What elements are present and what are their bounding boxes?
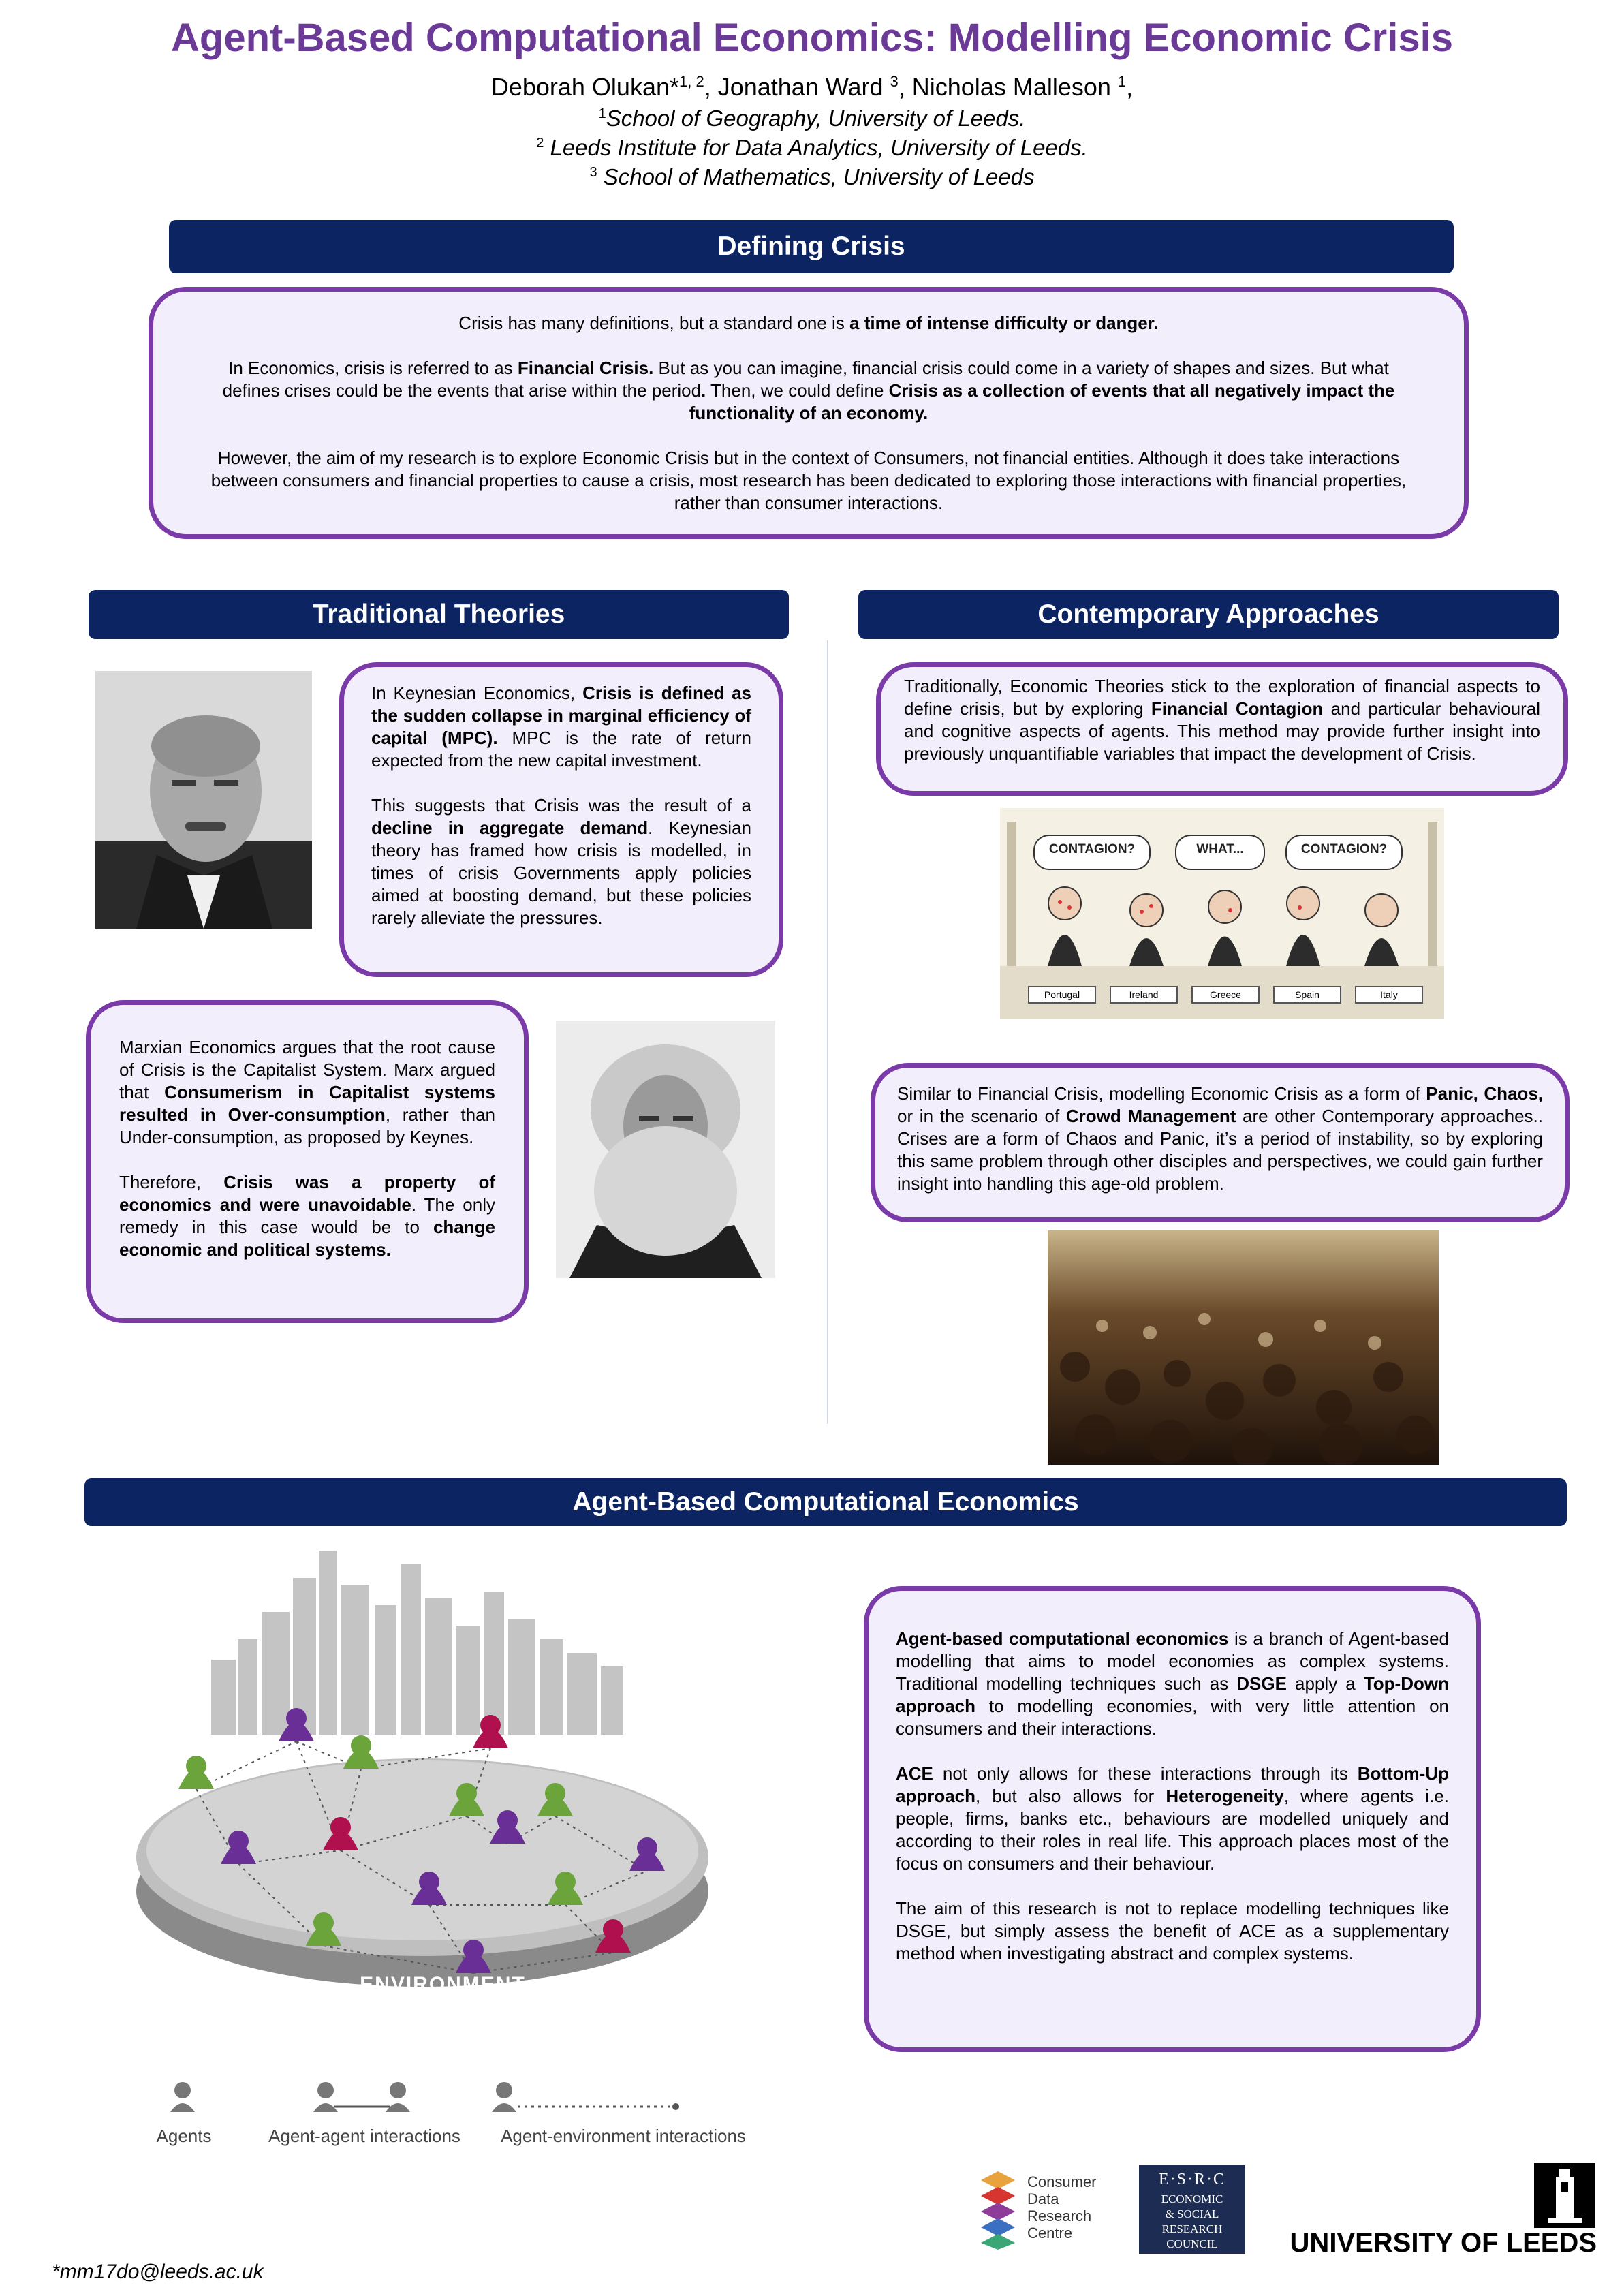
contemporary-box-panic-chaos: Similar to Financial Crisis, modelling Economic Crisis as a form of Panic, Chaos, or in the scenario of Crowd Management are other Contemporary approaches.. Crises are a form of Chaos and Panic, it’s a period of instability, so by exploring this same problem through other disciples and perspectives, we could gain further insight into handling this age-old problem. bbox=[871, 1063, 1570, 1222]
author-2: , Jonathan Ward bbox=[704, 73, 890, 101]
defining-para-3: However, the aim of my research is to explore Economic Crisis but in the context of Consumers, not financial entities. Although it does take interactions between consumers and financial properties to cause a crisis, most research has been dedicated to exploring those interactions with financial properties, rather than consumer interactions. bbox=[210, 448, 1407, 513]
crowd-photo bbox=[1048, 1230, 1439, 1465]
keynes-para-2: This suggests that Crisis was the result of a decline in aggregate demand. Keynesian theory has framed how crisis is modelled, in times of crisis Governments apply policies aimed at boosting demand, but these policies rarely alleviate the pressures. bbox=[371, 795, 751, 928]
author-1: Deborah Olukan* bbox=[490, 73, 679, 101]
marx-para-2: Therefore, Crisis was a property of economics and were unavoidable. The only remedy in this case would be to change economic and political systems. bbox=[119, 1172, 496, 1260]
cdrc-logo bbox=[974, 2168, 1124, 2250]
section-header-ace: Agent-Based Computational Economics bbox=[84, 1478, 1567, 1526]
diagram-legend bbox=[150, 2078, 804, 2153]
section-header-contemporary-approaches: Contemporary Approaches bbox=[858, 590, 1559, 639]
affiliation-1: $^1$School of Geography, University of Leeds. bbox=[598, 106, 1026, 131]
environment-label: ENVIRONMENT bbox=[360, 1973, 526, 1996]
marx-para-1: Marxian Economics argues that the root cause of Crisis is the Capitalist System. Marx argued that Consumerism in Capitalist systems resulted in Over-consumption, rather than Under-consumption, as proposed by Keynes. bbox=[119, 1037, 496, 1147]
keynes-portrait bbox=[95, 671, 312, 929]
cdrc-line-4: Centre bbox=[1027, 2224, 1073, 2241]
nameplate-spain: Spain bbox=[1295, 989, 1320, 1000]
leeds-crest-icon bbox=[1534, 2163, 1595, 2228]
defining-para-2: In Economics, crisis is referred to as Financial Crisis. But as you can imagine, financial crisis could come in a variety of shapes and sizes. But what defines crises could be the events that arise within the period. Then, we could define Crisis as a collection of events that all negatively impact the functionality of an economy. bbox=[222, 358, 1395, 423]
author-3: , Nicholas Malleson bbox=[898, 73, 1118, 101]
agent-icon bbox=[343, 1735, 379, 1769]
esrc-logo: E·S·R·C ECONOMIC & SOCIAL RESEARCH COUNCIL bbox=[1139, 2165, 1245, 2254]
defining-para-1: Crisis has many definitions, but a standard one is a time of intense difficulty or danger. bbox=[458, 313, 1159, 333]
ace-para-2: ACE not only allows for these interactions through its Bottom-Up approach, but also allows for Heterogeneity, where agents i.e. people, firms, banks etc., behaviours are modelled uniquely and according to their roles in real life. This approach places most of the focus on consumers and their behaviour. bbox=[896, 1763, 1449, 1874]
ace-description-box bbox=[864, 1586, 1481, 2052]
nameplate-portugal: Portugal bbox=[1044, 989, 1080, 1000]
legend-agent-agent: Agent-agent interactions bbox=[268, 2126, 460, 2146]
legend-agents: Agents bbox=[156, 2126, 212, 2146]
nameplate-greece: Greece bbox=[1210, 989, 1241, 1000]
ace-environment-diagram bbox=[129, 1537, 783, 2034]
affiliation-3: $^3$ School of Mathematics, University of Leeds bbox=[589, 164, 1035, 189]
contact-email: *mm17do@leeds.ac.uk bbox=[52, 2261, 264, 2283]
section-header-defining-crisis: Defining Crisis bbox=[169, 220, 1454, 273]
cartoon-bubble-2: WHAT... bbox=[1196, 842, 1244, 856]
ace-para-3: The aim of this research is not to replace modelling techniques like DSGE, but simply assess the benefit of ACE as a supplementary method when investigating abstract and complex systems. bbox=[896, 1898, 1449, 1964]
agent-icon bbox=[178, 1756, 214, 1789]
marx-portrait bbox=[556, 1021, 775, 1278]
section-header-traditional-theories: Traditional Theories bbox=[89, 590, 789, 639]
affiliation-2: $^2$ Leeds Institute for Data Analytics, University of Leeds. bbox=[536, 135, 1088, 160]
ace-para-1: Agent-based computational economics is a branch of Agent-based modelling that aims to model economies as complex systems. Traditional modelling techniques such as DSGE apply a Top-Down approach to modelling economies, with very little attention on consumers and their interactions. bbox=[896, 1628, 1450, 1739]
nameplate-italy: Italy bbox=[1380, 989, 1398, 1000]
poster-title: Agent-Based Computational Economics: Modelling Economic Crisis bbox=[171, 16, 1453, 60]
column-divider bbox=[827, 640, 828, 1424]
cartoon-bubble-1: CONTAGION? bbox=[1048, 842, 1136, 856]
author-3-affil: 1 bbox=[1117, 73, 1127, 90]
cdrc-line-2: Data bbox=[1027, 2190, 1059, 2207]
contemporary-box-financial-contagion: Traditionally, Economic Theories stick to the exploration of financial aspects to define crisis, but by exploring Financial Contagion and particular behavioural and cognitive aspects of agents. This method may provide further insight into previously unquantifiable variables that impact the development of Crisis. bbox=[876, 662, 1568, 796]
keynesian-economics-box bbox=[339, 662, 783, 977]
author-1-affil: 1, 2 bbox=[679, 73, 704, 90]
nameplate-ireland: Ireland bbox=[1129, 989, 1159, 1000]
leeds-logo-text: UNIVERSITY OF LEEDS bbox=[1290, 2228, 1597, 2258]
defining-crisis-box bbox=[149, 287, 1469, 539]
author-2-affil: 3 bbox=[890, 73, 899, 90]
legend-agent-environment: Agent-environment interactions bbox=[501, 2126, 746, 2146]
cdrc-line-3: Research bbox=[1027, 2207, 1092, 2224]
keynes-para-1: In Keynesian Economics, Crisis is defined as the sudden collapse in marginal efficiency of capital (MPC). MPC is the rate of return expected from the new capital investment. bbox=[371, 683, 752, 771]
esrc-letters: E·S·R·C bbox=[1159, 2171, 1225, 2188]
contagion-cartoon bbox=[1000, 808, 1444, 1019]
cartoon-bubble-3: CONTAGION? bbox=[1300, 842, 1388, 856]
cdrc-line-1: Consumer bbox=[1027, 2173, 1097, 2190]
marxian-economics-box bbox=[86, 1000, 529, 1323]
author-line: Deborah Olukan*$^{1, 2}$, Jonathan Ward $^3$, Nicholas Malleson $^1$, bbox=[490, 73, 1134, 101]
